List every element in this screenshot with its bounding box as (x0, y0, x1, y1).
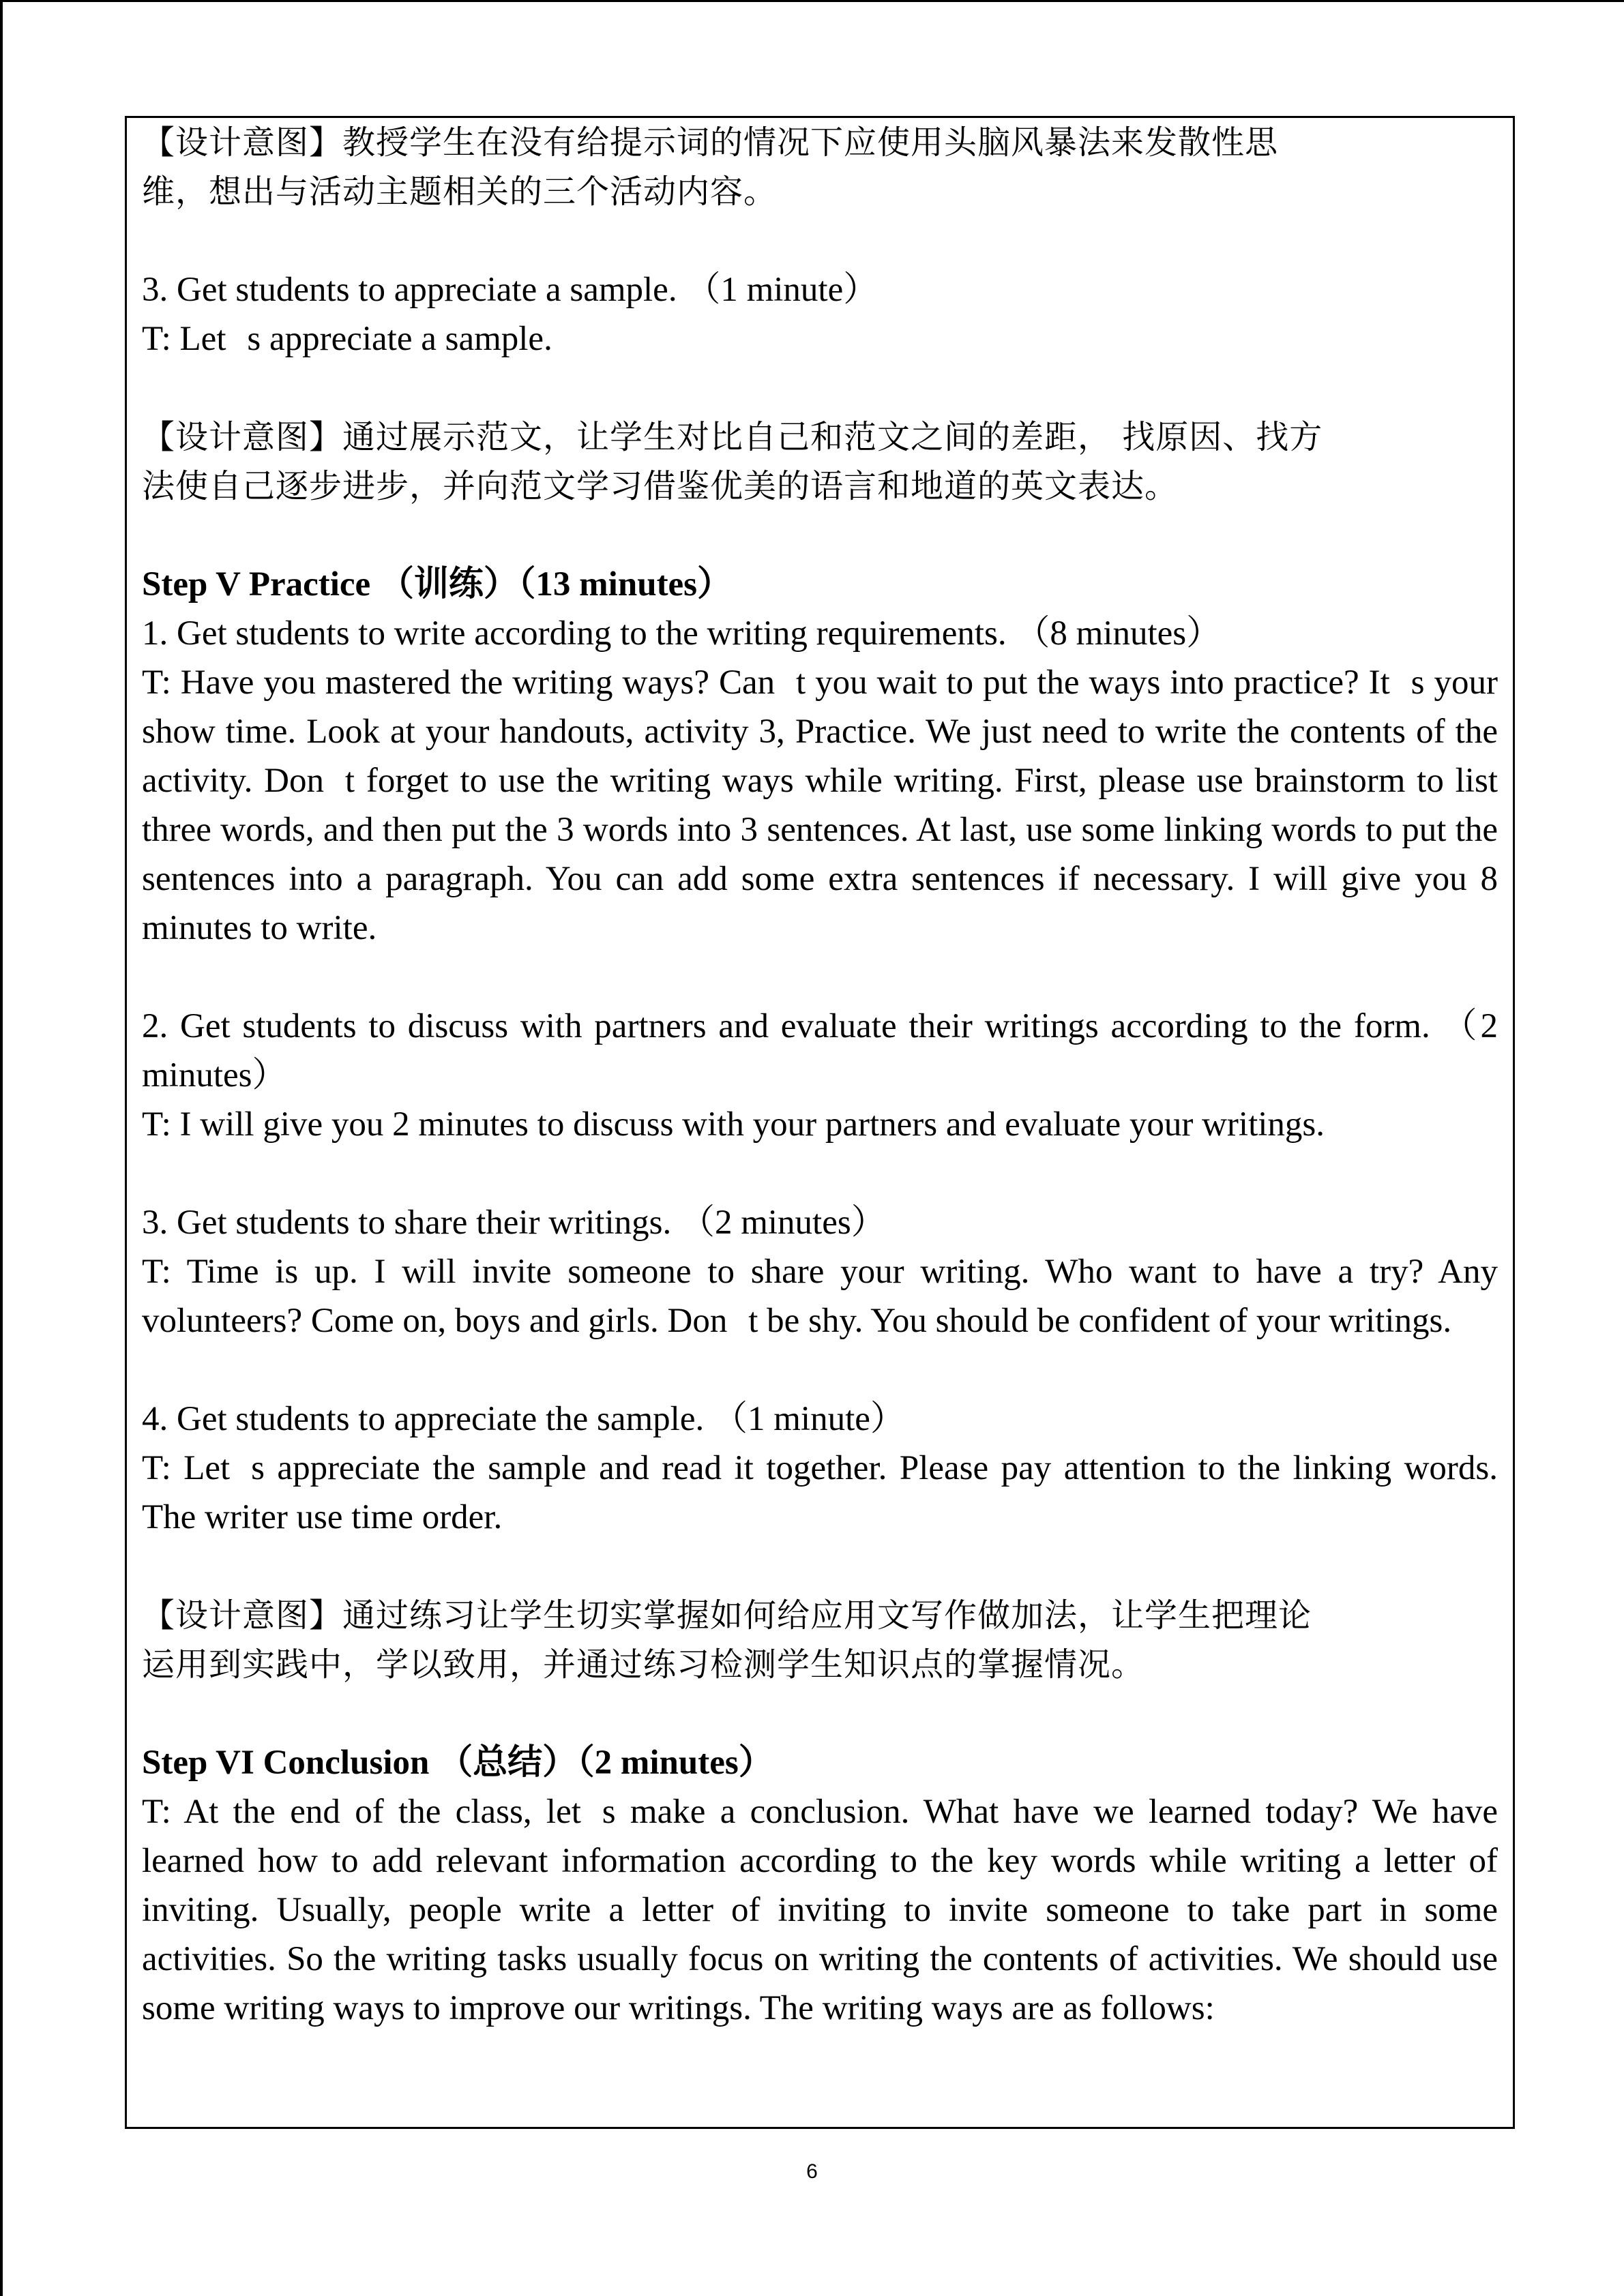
text-line: 【设计意图】通过练习让学生切实掌握如何给应用文写作做加法，让学生把理论 (142, 1596, 1312, 1635)
design-intent-paragraph (142, 118, 1498, 216)
paragraph (142, 1247, 1498, 1345)
section-heading (142, 560, 1498, 609)
paragraph (142, 1100, 1498, 1149)
paragraph (142, 609, 1498, 658)
paragraph (142, 1787, 1498, 2033)
text-line: T: Have you mastered the writing ways? Cant you wait to put the ways into practice? Its your show time. Look at your handouts, activity 3, Practice. We just need to write the contents of the activity. Dont forget to use the writing ways while writing. First, please use brainstorm to list three words, and then put the 3 words into 3 sentences. At last, use some linking words to put the sentences into a paragraph. You can add some extra sentences if necessary. I will give you 8 minutes to write. (142, 664, 1498, 947)
paragraph-spacer (142, 1345, 1498, 1395)
paragraph-spacer (142, 953, 1498, 1002)
paragraph (142, 658, 1498, 953)
paragraph-spacer (142, 363, 1498, 413)
text-line: 维，想出与活动主题相关的三个活动内容。 (142, 173, 778, 211)
section-heading (142, 1738, 1498, 1787)
paragraph (142, 1198, 1498, 1247)
paragraph (142, 1444, 1498, 1542)
text-line: 3. Get students to appreciate a sample. （1 minute） (142, 271, 879, 309)
paragraph-spacer (142, 216, 1498, 265)
text-line: Step V Practice （训练）（13 minutes） (142, 565, 733, 603)
paragraph (142, 1395, 1498, 1444)
text-line: T: Lets appreciate a sample. (142, 320, 552, 358)
paragraph-spacer (142, 1149, 1498, 1198)
text-line: 运用到实践中，学以致用，并通过练习检测学生知识点的掌握情况。 (142, 1645, 1145, 1684)
text-line: T: I will give you 2 minutes to discuss with your partners and evaluate your writings. (142, 1105, 1325, 1144)
page-top-edge (0, 0, 1624, 2)
text-line: 【设计意图】通过展示范文，让学生对比自己和范文之间的差距， 找原因、找方 (142, 418, 1323, 456)
text-line: 3. Get students to share their writings. （2 minutes） (142, 1204, 886, 1242)
paragraph (142, 265, 1498, 363)
text-line: 2. Get students to discuss with partners and evaluate their writings according to the form. （2 minutes） (142, 1007, 1498, 1094)
paragraph (142, 1002, 1498, 1100)
design-intent-paragraph (142, 413, 1498, 511)
lesson-plan-table-cell (125, 116, 1515, 2129)
paragraph-spacer (142, 1689, 1498, 1738)
text-line: 【设计意图】教授学生在没有给提示词的情况下应使用头脑风暴法来发散性思 (142, 123, 1279, 162)
design-intent-paragraph (142, 1591, 1498, 1689)
text-line: 法使自己逐步进步，并向范文学习借鉴优美的语言和地道的英文表达。 (142, 467, 1179, 505)
text-line: Step VI Conclusion （总结）（2 minutes） (142, 1744, 773, 1782)
text-line: 4. Get students to appreciate the sample. （1 minute） (142, 1400, 905, 1438)
page-number: 6 (806, 2160, 818, 2183)
paragraph-spacer (142, 511, 1498, 560)
page-left-edge (0, 0, 3, 2296)
text-line: T: Lets appreciate the sample and read it together. Please pay attention to the linking words. The writer use time order. (142, 1449, 1498, 1536)
text-line: 1. Get students to write according to the writing requirements. （8 minutes） (142, 614, 1222, 653)
text-line: T: At the end of the class, lets make a conclusion. What have we learned today? We have learned how to add relevant information according to the key words while writing a letter of inviting. Usually, people write a letter of inviting to invite someone to take part in some activities. So the writing tasks usually focus on writing the contents of activities. We should use some writing ways to improve our writings. The writing ways are as follows: (142, 1793, 1498, 2027)
text-line: T: Time is up. I will invite someone to share your writing. Who want to have a try? Any volunteers? Come on, boys and girls. Dont be shy. You should be confident of your writings. (142, 1253, 1498, 1340)
paragraph-spacer (142, 1542, 1498, 1591)
